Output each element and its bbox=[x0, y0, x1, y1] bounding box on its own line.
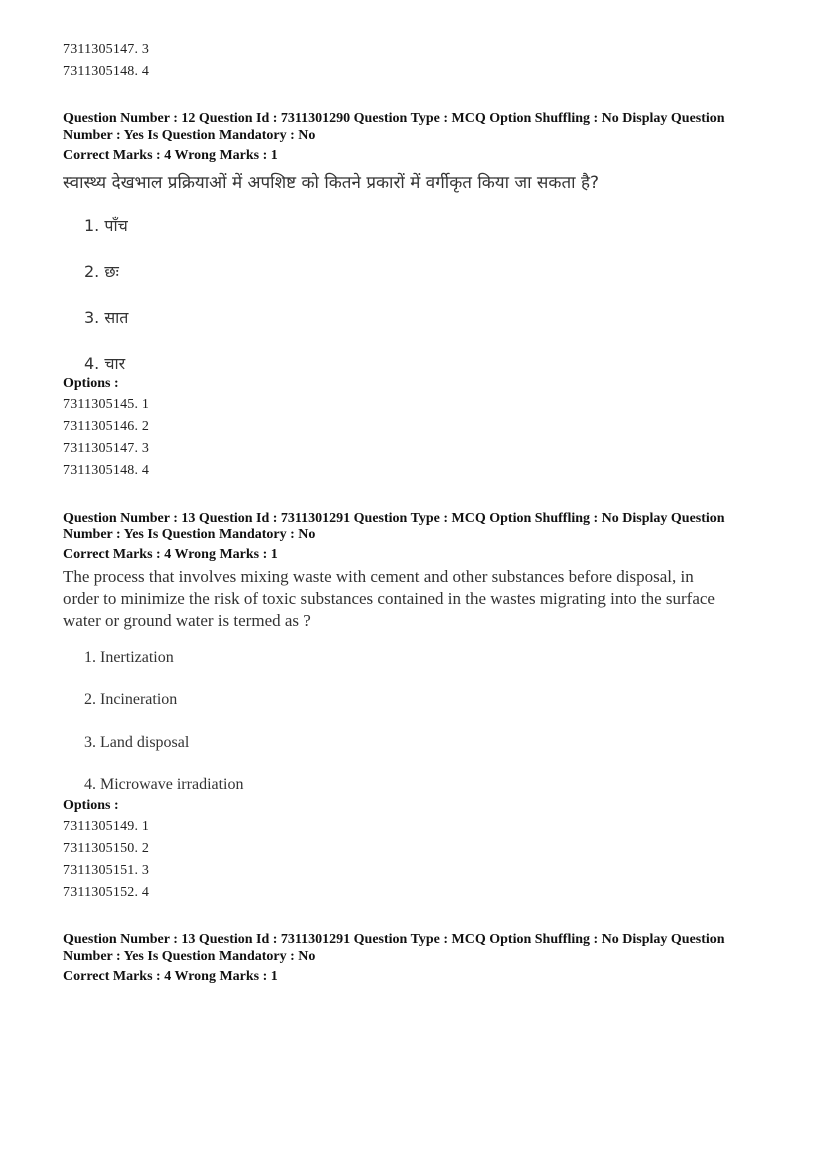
answer-choice: 4. चार bbox=[84, 354, 126, 373]
option-id-line: 7311305148. 4 bbox=[63, 64, 150, 79]
answer-choice: 4. Microwave irradiation bbox=[84, 776, 244, 793]
option-id-line: 7311305152. 4 bbox=[63, 885, 150, 900]
option-id-line: 7311305145. 1 bbox=[63, 397, 150, 412]
options-label: Options : bbox=[63, 798, 119, 813]
option-id-line: 7311305151. 3 bbox=[63, 863, 150, 878]
question-meta-line: Number : Yes Is Question Mandatory : No bbox=[63, 128, 316, 143]
marks-line: Correct Marks : 4 Wrong Marks : 1 bbox=[63, 969, 278, 984]
answer-choice: 1. पाँच bbox=[84, 216, 128, 235]
option-id-line: 7311305147. 3 bbox=[63, 42, 150, 57]
marks-line: Correct Marks : 4 Wrong Marks : 1 bbox=[63, 547, 278, 562]
option-id-line: 7311305146. 2 bbox=[63, 419, 150, 434]
option-id-line: 7311305150. 2 bbox=[63, 841, 150, 856]
answer-choice: 2. Incineration bbox=[84, 691, 178, 708]
question-text-line: The process that involves mixing waste with cement and other substances before disposal, in bbox=[63, 567, 694, 586]
option-id-line: 7311305147. 3 bbox=[63, 441, 150, 456]
question-meta-line: Question Number : 12 Question Id : 7311301290 Question Type : MCQ Option Shuffling : No Display Question bbox=[63, 111, 725, 126]
option-id-line: 7311305149. 1 bbox=[63, 819, 150, 834]
answer-choice: 3. सात bbox=[84, 308, 129, 327]
answer-choice: 1. Inertization bbox=[84, 649, 174, 666]
question-text-line: order to minimize the risk of toxic substances contained in the wastes migrating into the surface bbox=[63, 589, 715, 608]
question-text: स्वास्थ्य देखभाल प्रक्रियाओं में अपशिष्ट को कितने प्रकारों में वर्गीकृत किया जा सकता है? bbox=[63, 173, 599, 193]
question-meta-line: Number : Yes Is Question Mandatory : No bbox=[63, 527, 316, 542]
question-meta-line: Question Number : 13 Question Id : 7311301291 Question Type : MCQ Option Shuffling : No Display Question bbox=[63, 932, 725, 947]
answer-choice: 3. Land disposal bbox=[84, 734, 190, 751]
question-meta-line: Number : Yes Is Question Mandatory : No bbox=[63, 949, 316, 964]
option-id-line: 7311305148. 4 bbox=[63, 463, 150, 478]
options-label: Options : bbox=[63, 376, 119, 391]
question-text-line: water or ground water is termed as ? bbox=[63, 611, 311, 630]
marks-line: Correct Marks : 4 Wrong Marks : 1 bbox=[63, 148, 278, 163]
answer-choice: 2. छः bbox=[84, 262, 119, 281]
question-meta-line: Question Number : 13 Question Id : 7311301291 Question Type : MCQ Option Shuffling : No Display Question bbox=[63, 511, 725, 526]
